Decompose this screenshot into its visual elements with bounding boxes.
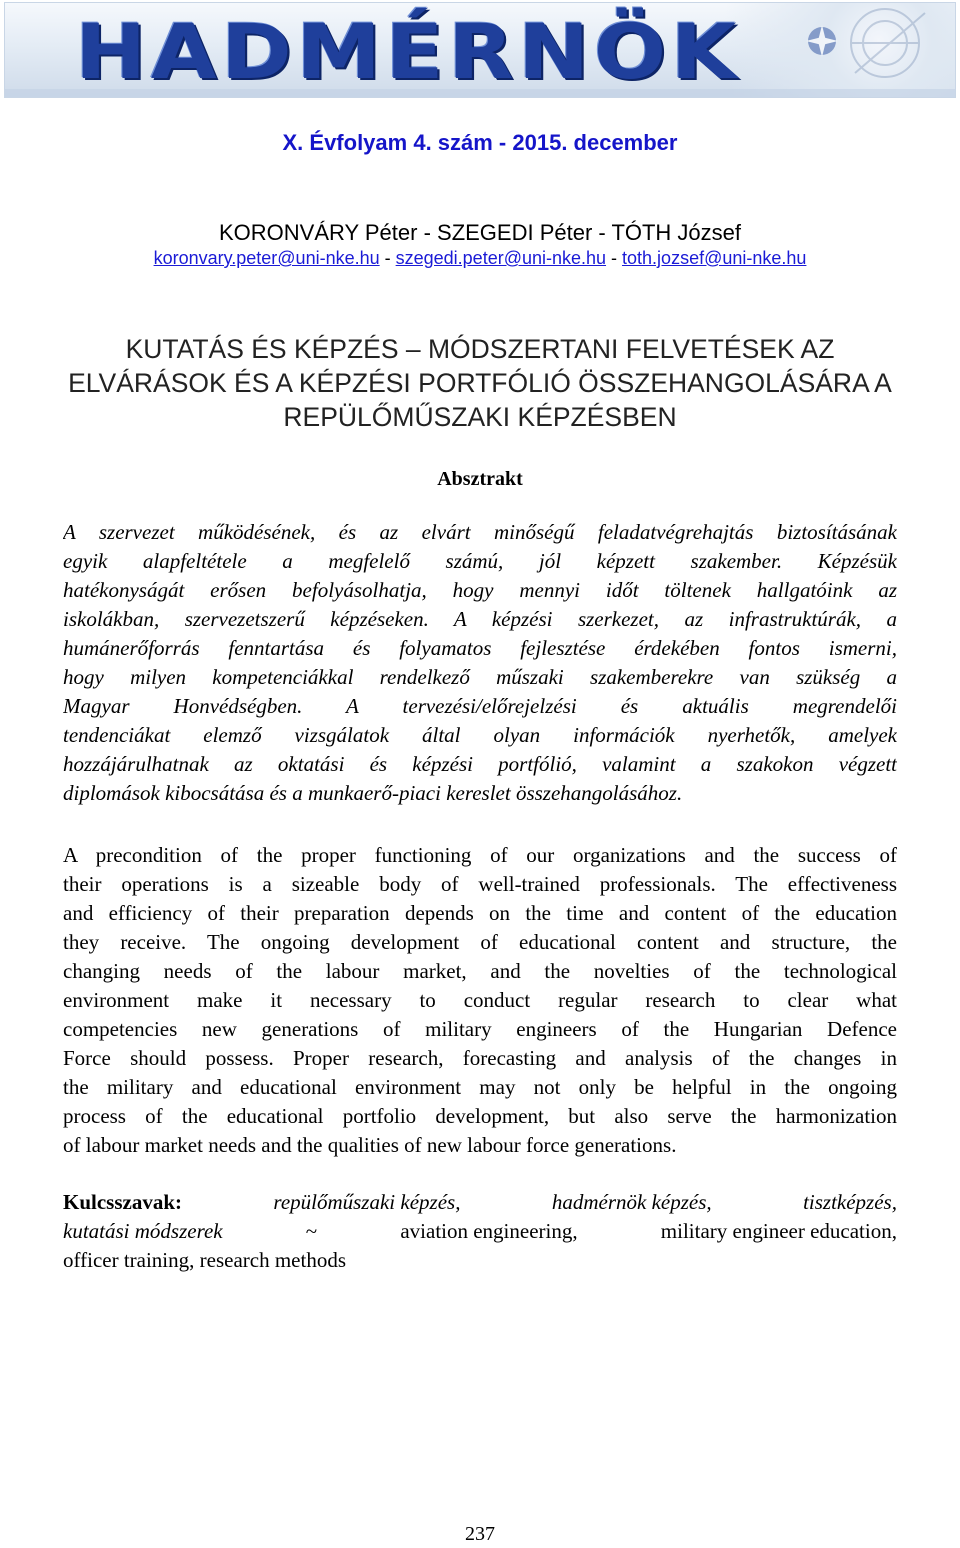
paper-title	[0, 332, 960, 434]
abstract-line: iskolákban, szervezetszerű képzéseken. A képzési szerkezet, az infrastruktúrák, a	[63, 607, 897, 631]
abstract-line: A szervezet működésének, és az elvárt minőségű feladatvégrehajtás biztosításának	[63, 520, 897, 544]
abstract-line: Force should possess. Proper research, forecasting and analysis of the changes in	[63, 1046, 897, 1070]
abstract-line: egyik alapfeltétele a megfelelő számú, jól képzett szakember. Képzésük	[63, 549, 897, 573]
journal-logo: HADMÉRNÖK	[75, 6, 742, 96]
abstract-line: of labour market needs and the qualities of new labour force generations.	[63, 1133, 677, 1157]
journal-banner	[4, 2, 956, 98]
title-line: KUTATÁS ÉS KÉPZÉS – MÓDSZERTANI FELVETÉSEK AZ	[125, 334, 835, 364]
abstract-heading: Absztrakt	[437, 468, 523, 490]
abstract-line: diplomások kibocsátása és a munkaerő-piaci kereslet összehangolásához.	[63, 781, 683, 805]
authors-line: KORONVÁRY Péter - SZEGEDI Péter - TÓTH József	[218, 220, 742, 245]
keyword: hadmérnök képzés,	[551, 1190, 712, 1214]
abstract-line: tendenciákat elemző vizsgálatok által olyan információk nyerhetők, amelyek	[63, 723, 897, 747]
keywords-line: officer training, research methods	[63, 1248, 346, 1272]
keyword: military engineer education,	[660, 1219, 897, 1243]
email-link-toth[interactable]: toth.jozsef@uni-nke.hu	[622, 248, 807, 268]
email-separator: -	[606, 248, 623, 268]
keywords-block	[63, 1188, 897, 1275]
abstract-line: hozzájárulhatnak az oktatási és képzési portfólió, valamint a szakokon végzett	[63, 752, 897, 776]
abstract-hungarian	[63, 518, 897, 808]
keywords-separator: ~	[305, 1219, 318, 1243]
abstract-line: humánerőforrás fenntartása és folyamatos fejlesztése érdekében fontos ismerni,	[63, 636, 897, 660]
abstract-line: A precondition of the proper functioning of our organizations and the success of	[63, 843, 897, 867]
abstract-line: process of the educational portfolio development, but also serve the harmonization	[63, 1104, 897, 1128]
page-number: 237	[465, 1523, 495, 1545]
abstract-line: competencies new generations of military engineers of the Hungarian Defence	[63, 1017, 897, 1041]
abstract-line: they receive. The ongoing development of educational content and structure, the	[63, 930, 897, 954]
keyword: repülőműszaki képzés,	[273, 1190, 461, 1214]
keyword: kutatási módszerek	[63, 1219, 223, 1243]
keywords-line	[63, 1217, 897, 1246]
email-line	[0, 248, 960, 269]
abstract-line: their operations is a sizeable body of well-trained professionals. The effectiveness	[63, 872, 897, 896]
abstract-english	[63, 841, 897, 1160]
keyword: tisztképzés,	[803, 1190, 897, 1214]
email-separator: -	[379, 248, 396, 268]
abstract-line: Magyar Honvédségben. A tervezési/előrejelzési és aktuális megrendelői	[63, 694, 897, 718]
keywords-line	[63, 1188, 897, 1217]
abstract-line: changing needs of the labour market, and the novelties of the technological	[63, 959, 897, 983]
keyword: aviation engineering,	[400, 1219, 578, 1243]
email-link-szegedi[interactable]: szegedi.peter@uni-nke.hu	[395, 248, 607, 268]
abstract-line: and efficiency of their preparation depends on the time and content of the education	[63, 901, 897, 925]
issue-line: X. Évfolyam 4. szám - 2015. december	[282, 130, 678, 155]
abstract-line: the military and educational environment may not only be helpful in the ongoing	[63, 1075, 897, 1099]
title-line: ELVÁRÁSOK ÉS A KÉPZÉSI PORTFÓLIÓ ÖSSZEHANGOLÁSÁRA A	[68, 368, 892, 398]
abstract-line: hatékonyságát erősen befolyásolhatja, hogy mennyi időt töltenek hallgatóink az	[63, 578, 897, 602]
title-line: REPÜLŐMŰSZAKI KÉPZÉSBEN	[283, 402, 677, 432]
abstract-line: hogy milyen kompetenciákkal rendelkező műszaki szakemberekre van szükség a	[63, 665, 897, 689]
abstract-line: environment make it necessary to conduct regular research to clear what	[63, 988, 897, 1012]
keywords-label: Kulcsszavak:	[63, 1190, 183, 1214]
email-link-koronvary[interactable]: koronvary.peter@uni-nke.hu	[153, 248, 380, 268]
